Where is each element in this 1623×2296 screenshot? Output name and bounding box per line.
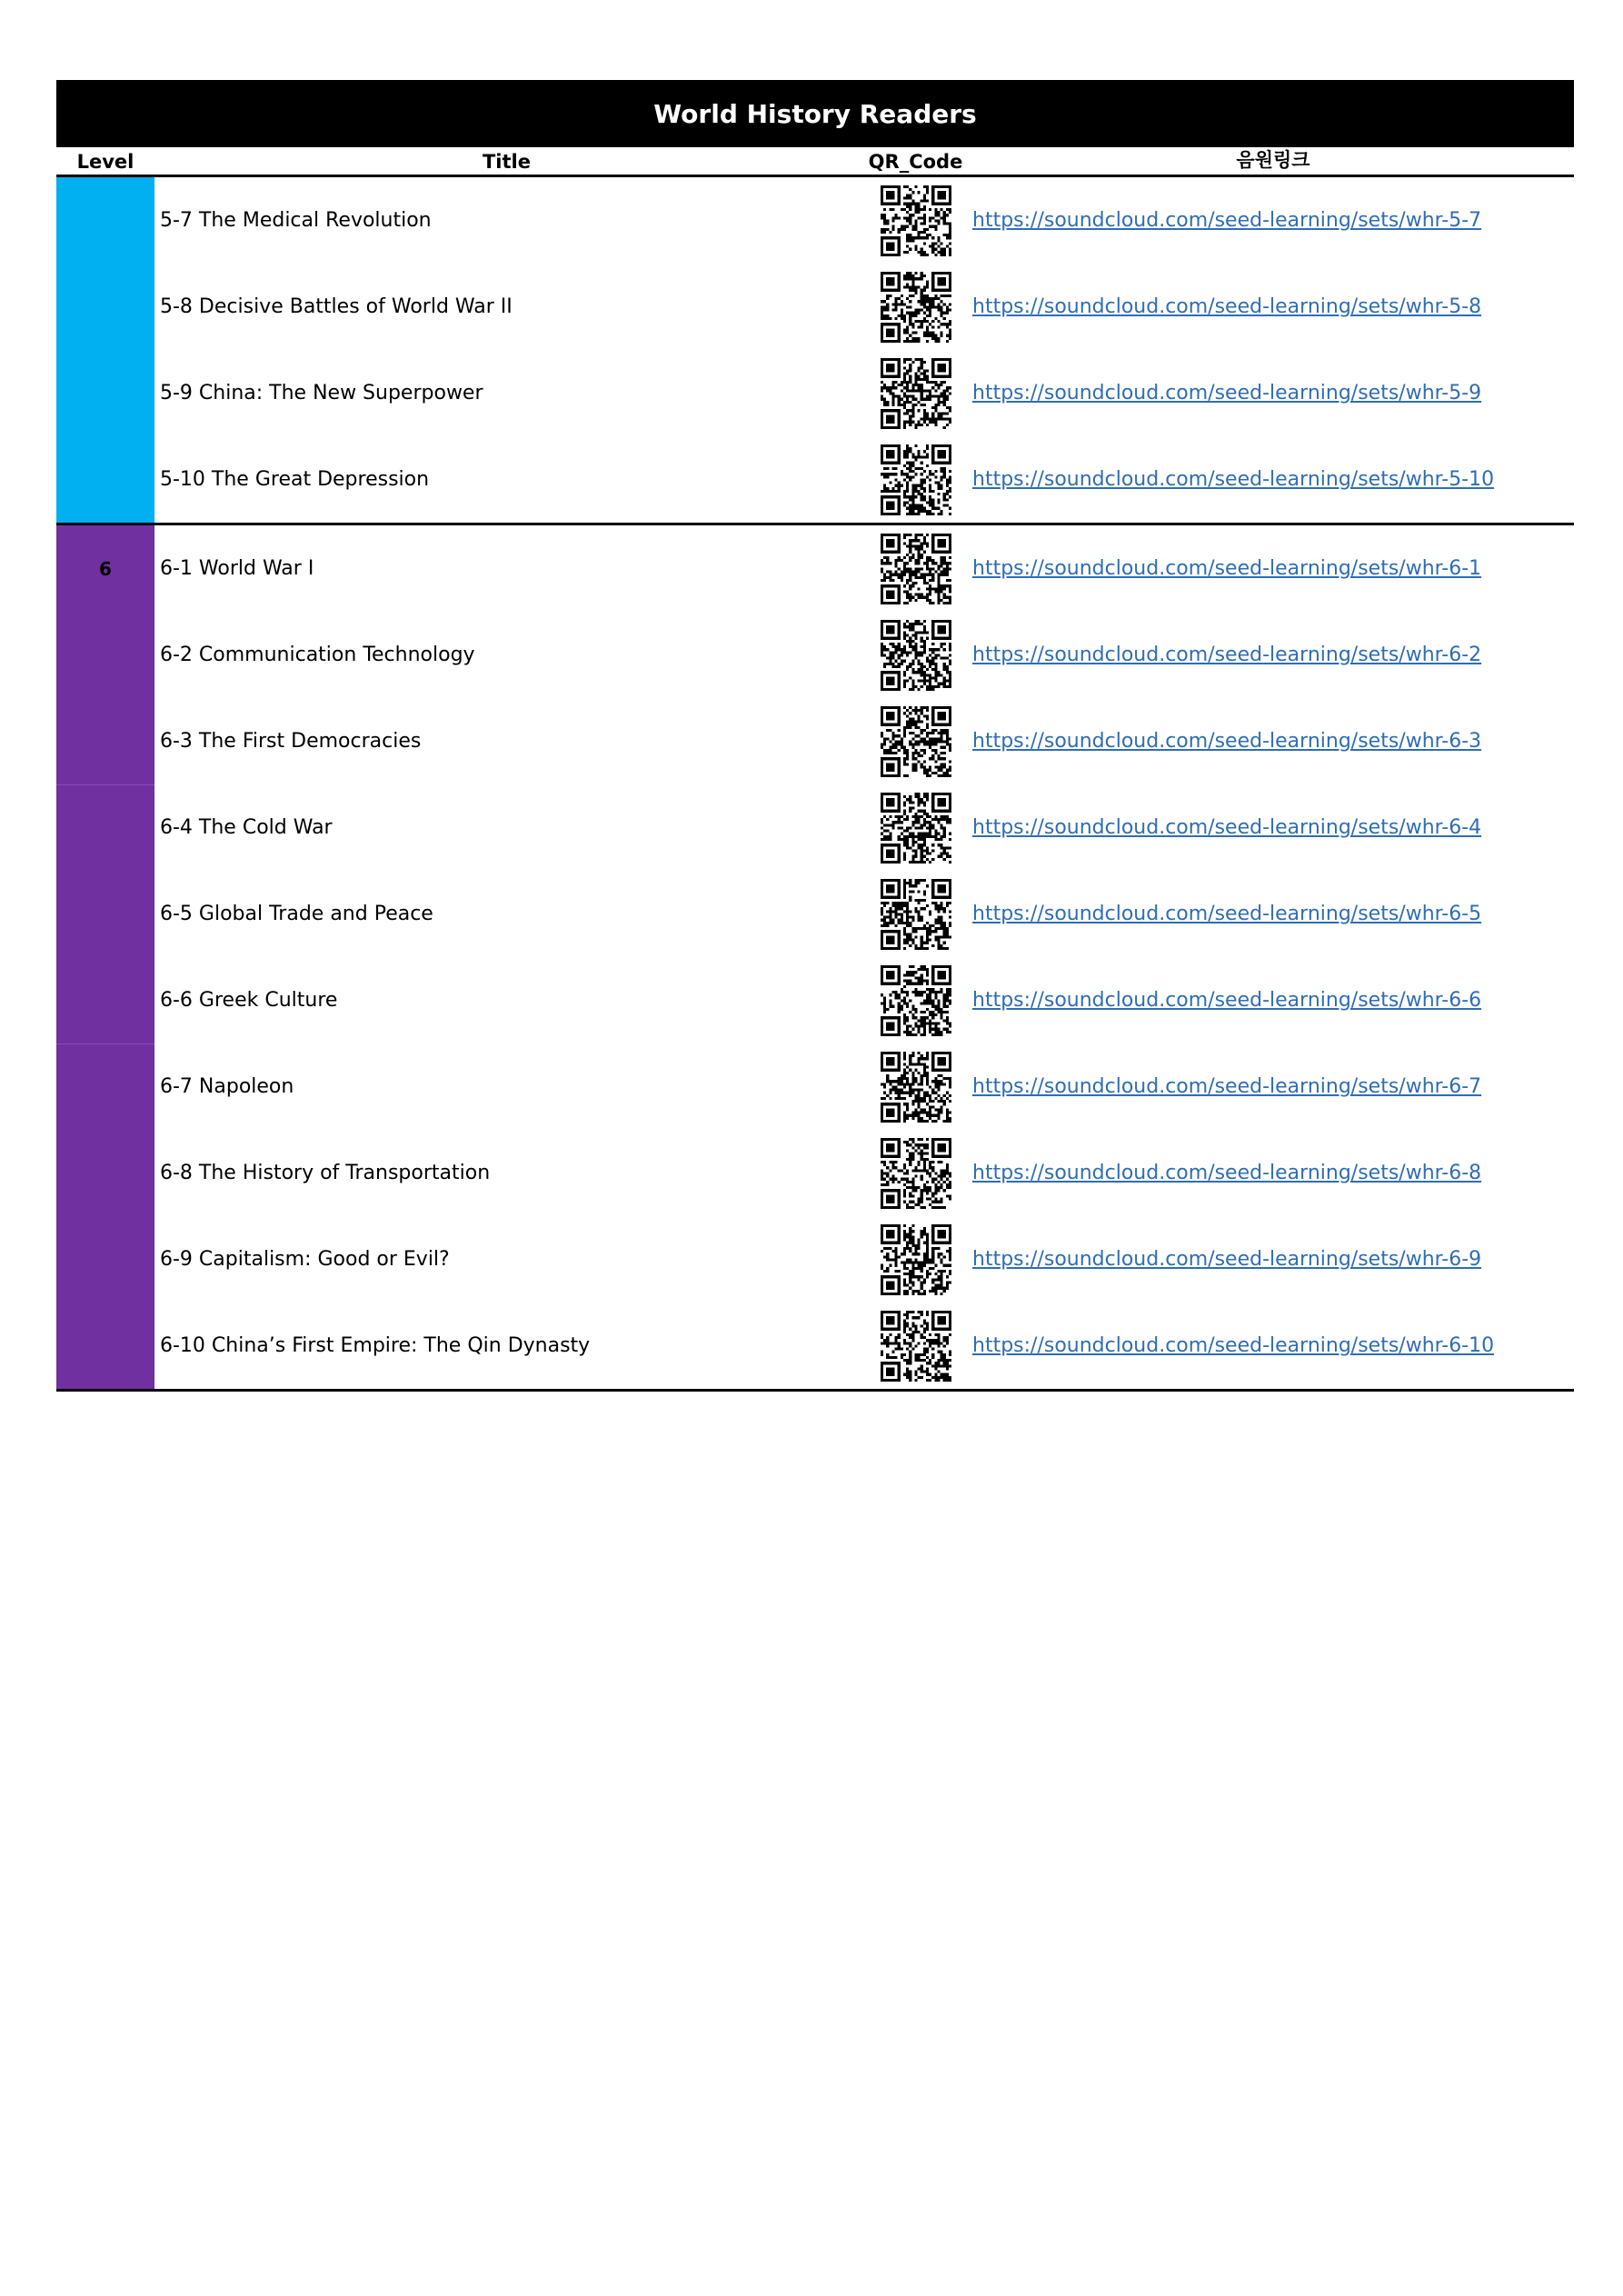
- soundcloud-link[interactable]: https://soundcloud.com/seed-learning/sets/whr-5-10: [972, 468, 1495, 491]
- qr-code-icon: [859, 620, 972, 691]
- book-title: 6-8 The History of Transportation: [160, 1162, 491, 1184]
- table-row: [56, 436, 1574, 523]
- book-title: 5-9 China: The New Superpower: [160, 382, 483, 404]
- qr-code-icon: [859, 534, 972, 604]
- level-cell: [56, 525, 154, 612]
- table-body: [56, 177, 1574, 1392]
- link-cell: [972, 1248, 1574, 1271]
- book-title: 6-1 World War I: [160, 557, 314, 580]
- table-row: [56, 612, 1574, 698]
- link-cell: [972, 295, 1574, 318]
- book-title: 6-9 Capitalism: Good or Evil?: [160, 1248, 450, 1271]
- level-cell: [56, 784, 154, 871]
- book-title: 6-10 China’s First Empire: The Qin Dynasty: [160, 1334, 591, 1357]
- book-title: 6-5 Global Trade and Peace: [160, 903, 433, 925]
- level-cell: [56, 957, 154, 1043]
- soundcloud-link[interactable]: https://soundcloud.com/seed-learning/sets/whr-6-3: [972, 730, 1482, 753]
- link-cell: [972, 730, 1574, 753]
- reader-table: [56, 80, 1574, 1392]
- link-cell: [972, 209, 1574, 232]
- table-row: [56, 525, 1574, 612]
- level-cell: [56, 612, 154, 698]
- soundcloud-link[interactable]: https://soundcloud.com/seed-learning/sets/whr-6-4: [972, 816, 1482, 839]
- level-cell: [56, 1303, 154, 1389]
- soundcloud-link[interactable]: https://soundcloud.com/seed-learning/sets/whr-6-8: [972, 1162, 1482, 1184]
- book-title: 6-6 Greek Culture: [160, 989, 338, 1012]
- header-link: 음원링크: [1236, 149, 1310, 171]
- soundcloud-link[interactable]: https://soundcloud.com/seed-learning/sets/whr-5-9: [972, 382, 1482, 404]
- book-title: 5-8 Decisive Battles of World War II: [160, 295, 513, 318]
- level-group: [56, 525, 1574, 1392]
- table-row: [56, 1216, 1574, 1303]
- book-title: 6-7 Napoleon: [160, 1075, 294, 1098]
- qr-code-icon: [859, 185, 972, 256]
- table-title: World History Readers: [56, 80, 1574, 147]
- level-cell: [56, 871, 154, 957]
- level-cell: [56, 1043, 154, 1130]
- link-cell: [972, 382, 1574, 404]
- table-row: [56, 871, 1574, 957]
- link-cell: [972, 816, 1574, 839]
- soundcloud-link[interactable]: https://soundcloud.com/seed-learning/sets/whr-6-6: [972, 989, 1482, 1012]
- table-row: [56, 1130, 1574, 1216]
- table-row: [56, 1303, 1574, 1389]
- link-cell: [972, 557, 1574, 580]
- soundcloud-link[interactable]: https://soundcloud.com/seed-learning/sets/whr-5-7: [972, 209, 1482, 232]
- level-cell: [56, 436, 154, 523]
- qr-code-icon: [859, 444, 972, 515]
- soundcloud-link[interactable]: https://soundcloud.com/seed-learning/sets/whr-6-7: [972, 1075, 1482, 1098]
- header-qr-code: 음원QR_Code: [868, 127, 963, 173]
- level-cell: [56, 177, 154, 264]
- qr-code-icon: [859, 706, 972, 777]
- soundcloud-link[interactable]: https://soundcloud.com/seed-learning/sets/whr-6-5: [972, 903, 1482, 925]
- book-title: 6-2 Communication Technology: [160, 644, 475, 666]
- soundcloud-link[interactable]: https://soundcloud.com/seed-learning/sets/whr-6-9: [972, 1248, 1482, 1271]
- level-cell: [56, 1216, 154, 1303]
- link-cell: [972, 1162, 1574, 1184]
- qr-code-icon: [859, 1052, 972, 1123]
- link-cell: [972, 903, 1574, 925]
- soundcloud-link[interactable]: https://soundcloud.com/seed-learning/sets/whr-6-10: [972, 1334, 1495, 1357]
- qr-code-icon: [859, 1311, 972, 1382]
- table-row: [56, 698, 1574, 784]
- book-title: 5-7 The Medical Revolution: [160, 209, 432, 232]
- table-row: [56, 784, 1574, 871]
- link-cell: [972, 1334, 1574, 1357]
- qr-code-icon: [859, 965, 972, 1036]
- level-cell: [56, 1130, 154, 1216]
- level-cell: [56, 350, 154, 436]
- link-cell: [972, 989, 1574, 1012]
- link-cell: [972, 644, 1574, 666]
- header-title: Title: [482, 151, 531, 173]
- qr-code-icon: [859, 879, 972, 950]
- header-level: Level: [76, 151, 134, 173]
- link-cell: [972, 1075, 1574, 1098]
- level-number: 6: [99, 557, 112, 580]
- level-group: [56, 177, 1574, 525]
- link-cell: [972, 468, 1574, 491]
- qr-code-icon: [859, 1224, 972, 1295]
- level-cell: [56, 698, 154, 784]
- book-title: 6-4 The Cold War: [160, 816, 333, 839]
- soundcloud-link[interactable]: https://soundcloud.com/seed-learning/sets/whr-5-8: [972, 295, 1482, 318]
- book-title: 5-10 The Great Depression: [160, 468, 430, 491]
- level-cell: [56, 264, 154, 350]
- qr-code-icon: [859, 358, 972, 429]
- table-row: [56, 957, 1574, 1043]
- qr-code-icon: [859, 1138, 972, 1209]
- qr-code-icon: [859, 793, 972, 863]
- column-headers: [56, 127, 1574, 177]
- table-row: [56, 350, 1574, 436]
- soundcloud-link[interactable]: https://soundcloud.com/seed-learning/sets/whr-6-2: [972, 644, 1482, 666]
- table-row: [56, 264, 1574, 350]
- qr-code-icon: [859, 272, 972, 343]
- table-row: [56, 1043, 1574, 1130]
- book-title: 6-3 The First Democracies: [160, 730, 422, 753]
- soundcloud-link[interactable]: https://soundcloud.com/seed-learning/sets/whr-6-1: [972, 557, 1482, 580]
- table-row: [56, 177, 1574, 264]
